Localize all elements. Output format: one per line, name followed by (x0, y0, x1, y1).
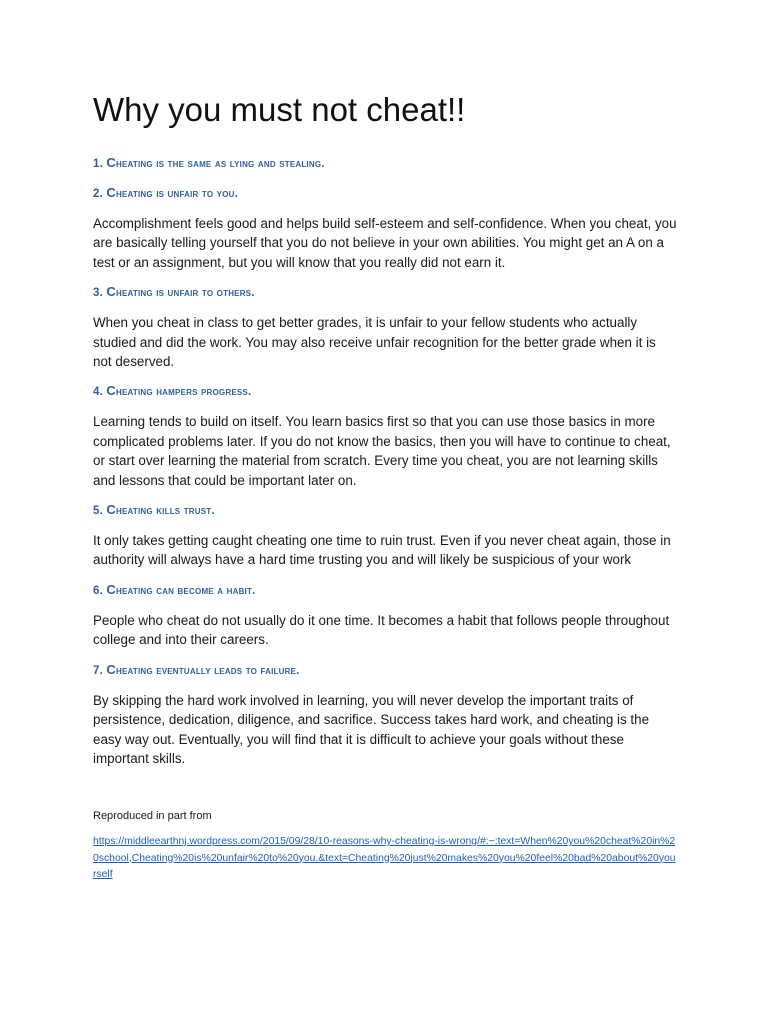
source-link[interactable]: https://middleearthnj.wordpress.com/2015/09/28/10-reasons-why-cheating-is-wrong/#:~:text=When%20you%20cheat%20in%20school,Cheating%20is%20unfair%20to%20you.&text=Cheating%20just%20makes%20you%20feel%20bad%20about%20yourself (93, 836, 676, 880)
section-heading-text: heating kills trust. (116, 505, 215, 518)
section-initial: C (106, 661, 116, 677)
section-initial: C (106, 581, 116, 597)
section-heading-1 (93, 154, 678, 173)
section-heading-3 (93, 283, 678, 302)
section-initial: C (106, 383, 116, 399)
section-number: 7. (93, 664, 103, 677)
section-initial: C (106, 185, 116, 200)
section-initial: C (106, 284, 116, 300)
section-heading-2 (93, 184, 678, 203)
section-heading-4 (93, 382, 678, 401)
section-heading-text: heating eventually leads to failure. (116, 664, 300, 677)
section-number: 5. (93, 505, 103, 518)
section-heading-6 (93, 581, 678, 600)
section-heading-text: heating can become a habit. (116, 584, 256, 597)
section-heading-text: heating is the same as lying and stealing. (116, 158, 325, 170)
sections-container (93, 154, 678, 779)
section-body-4: Learning tends to build on itself. You learn basics first so that you can use those basics in more complicated problems later. If you do not know the basics, then you will have to continue to cheat, or start over learning the material from scratch. Every time you cheat, you are not learning skills and lessons that could be important later on. (93, 414, 671, 488)
section-number: 1. (93, 158, 103, 170)
source-label: Reproduced in part from (93, 810, 212, 822)
section-body-7: By skipping the hard work involved in learning, you will never develop the important traits of persistence, dedication, diligence, and sacrifice. Success takes hard work, and cheating is the easy way out. Eventually, you will find that it is difficult to achieve your goals without these important skills. (93, 692, 650, 766)
section-number: 3. (93, 287, 103, 300)
section-initial: C (106, 502, 116, 518)
section-heading-5 (93, 501, 678, 520)
section-body-5: It only takes getting caught cheating one time to ruin trust. Even if you never cheat again, those in authority will always have a hard time trusting you and will likely be suspicious of your work (93, 533, 671, 568)
section-number: 2. (93, 188, 103, 200)
section-number: 4. (93, 386, 103, 399)
section-heading-text: heating is unfair to others. (116, 287, 255, 300)
section-heading-7 (93, 661, 678, 680)
section-number: 6. (93, 584, 103, 597)
section-initial: C (106, 155, 116, 170)
section-body-3: When you cheat in class to get better grades, it is unfair to your fellow students who actually studied and did the work. You may also receive unfair recognition for the better grade when it is not deserved. (93, 315, 656, 370)
section-heading-text: heating is unfair to you. (116, 188, 239, 200)
section-heading-text: heating hampers progress. (116, 386, 252, 399)
section-body-2: Accomplishment feels good and helps build self-esteem and self-confidence. When you cheat, you are basically telling yourself that you do not believe in your own abilities. You might get an A on a test or an assignment, but you will know that you really did not earn it. (93, 216, 677, 270)
page-title: Why you must not cheat!! (93, 91, 466, 128)
section-body-6: People who cheat do not usually do it one time. It becomes a habit that follows people throughout college and into their careers. (93, 612, 670, 648)
